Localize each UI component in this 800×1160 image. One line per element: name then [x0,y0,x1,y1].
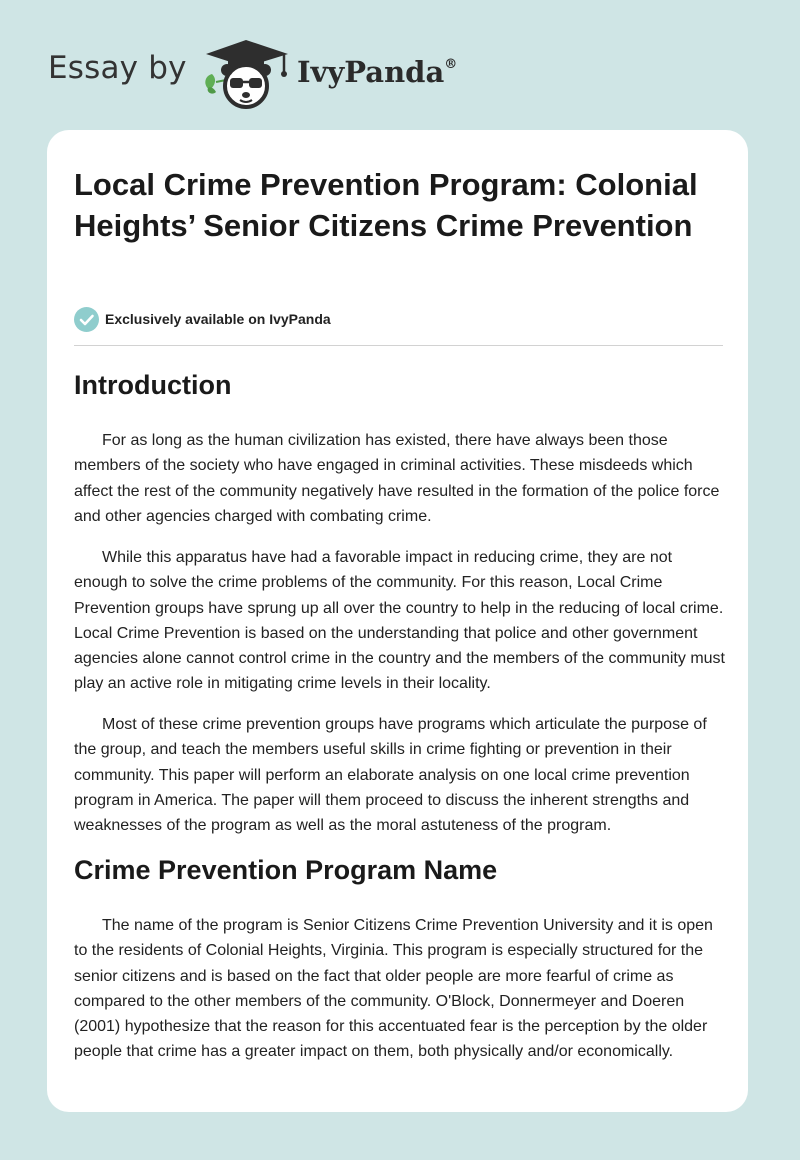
site-header [0,0,800,130]
section-heading: Crime Prevention Program Name [74,855,498,885]
exclusive-badge [74,306,331,332]
check-circle-icon [74,307,99,332]
paragraph: For as long as the human civilization has existed, there have always been those members of the society who have engaged in criminal activities. These misdeeds which affect the rest of the community negatively have resulted in the formation of the police force and other agencies charged with combating crime. [74,432,720,525]
exclusive-badge-label: Exclusively available on IvyPanda [105,311,331,327]
brand-logo-text[interactable]: IvyPanda® [297,55,458,89]
essay-card [47,130,748,1112]
paragraph: Most of these crime prevention groups have programs which articulate the purpose of the group, and teach the members useful skills in crime fighting or prevention in their community. This paper will perform an elaborate analysis on one local crime prevention program in America. The paper will them proceed to discuss the inherent strengths and weaknesses of the program as well as the moral astuteness of the program. [74,716,707,835]
essay-by-label: Essay by [48,50,187,86]
paragraph: The name of the program is Senior Citizens Crime Prevention University and it is open to the residents of Colonial Heights, Virginia. This program is especially structured for the senior citizens and is based on the fact that older people are more fearful of crime as compared to the other members of the community. O'Block, Donnermeyer and Doeren (2001) hypothesize that the reason for this accentuated fear is the perception by the older people that crime has a greater impact on them, both physically and/or economically. [74,917,713,1061]
paragraph: While this apparatus have had a favorable impact in reducing crime, they are not enough to solve the crime problems of the community. For this reason, Local Crime Prevention groups have sprung up all over the country to help in the reducing of local crime. Local Crime Prevention is based on the understanding that police and other government agencies alone cannot control crime in the country and the members of the community must play an active role in mitigating crime levels in their locality. [74,549,725,693]
title-divider [74,345,723,346]
panda-graduation-cap-icon[interactable] [200,36,292,110]
section-heading: Introduction [74,370,232,400]
page-title: Local Crime Prevention Program: Colonial Heights’ Senior Citizens Crime Prevention [74,167,698,243]
registered-mark: ® [444,57,458,72]
